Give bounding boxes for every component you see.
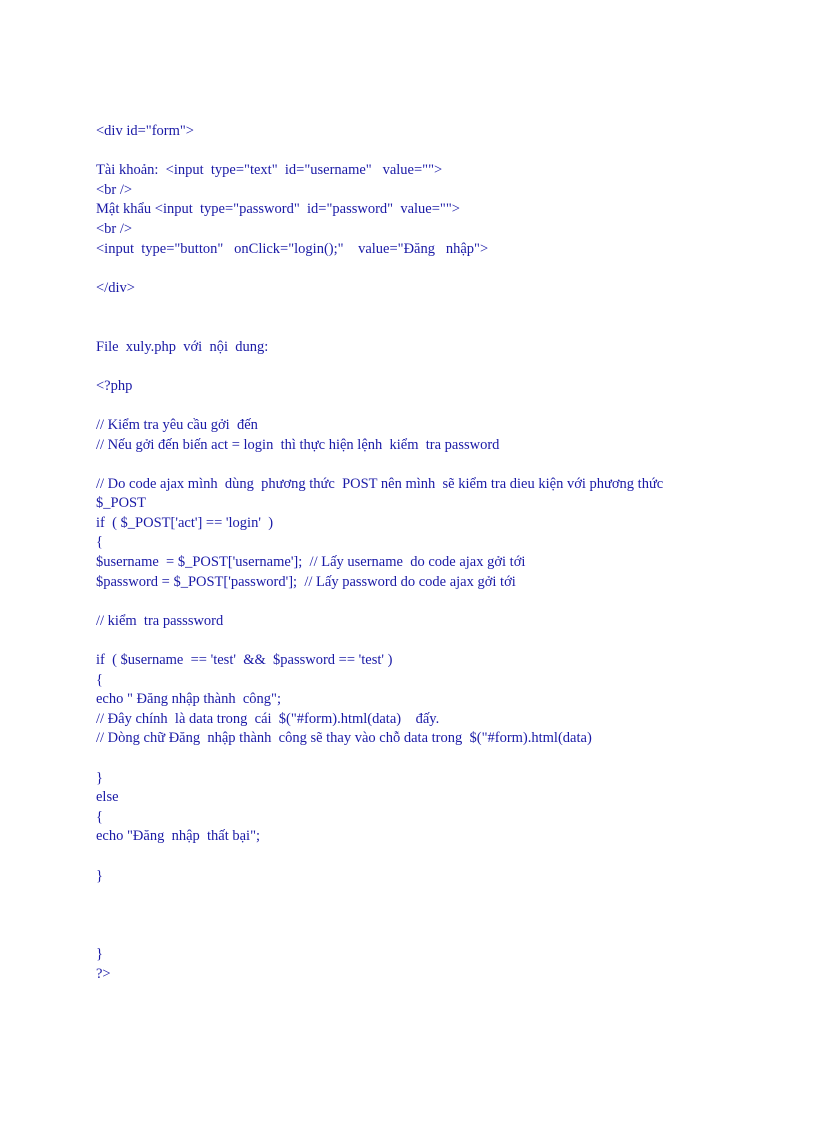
text-line: { [96, 534, 103, 551]
blank-line [96, 749, 786, 769]
text-line: $_POST [96, 495, 146, 512]
text-line: // Dòng chữ Đăng nhập thành công sẽ thay vào chỗ data trong $("#form).html(data) [96, 730, 592, 747]
blank-line [96, 318, 786, 338]
text-line: // Nếu gởi đến biến act = login thì thực hiện lệnh kiểm tra password [96, 436, 500, 453]
text-line: <br /> [96, 181, 133, 198]
text-line: <input type="button" onClick="login();" value="Đăng nhập"> [96, 240, 489, 257]
blank-line [96, 259, 786, 279]
blank-line [96, 631, 786, 651]
text-line: if ( $username == 'test' && $password == 'test' ) [96, 652, 393, 669]
text-line: <?php [96, 377, 133, 394]
text-line: // Đây chính là data trong cái $("#form).html(data) đấy. [96, 710, 440, 727]
text-line: echo " Đăng nhập thành công"; [96, 691, 281, 708]
blank-line [96, 455, 786, 475]
text-line: // Do code ajax mình dùng phương thức POST nên mình sẽ kiểm tra dieu kiện với phương thức [96, 475, 664, 492]
blank-line [96, 886, 786, 906]
text-line: Tài khoản: <input type="text" id="username" value=""> [96, 162, 443, 179]
text-line: <br /> [96, 220, 133, 237]
blank-line [96, 298, 786, 318]
text-line: if ( $_POST['act'] == 'login' ) [96, 514, 274, 531]
blank-line [96, 925, 786, 945]
text-line: { [96, 808, 103, 825]
text-line: <div id="form"> [96, 123, 194, 139]
text-line: </div> [96, 279, 135, 296]
text-line: File xuly.php với nội dung: [96, 338, 269, 355]
text-line: } [96, 769, 103, 786]
text-line: } [96, 867, 103, 884]
text-line: $username = $_POST['username']; // Lấy username do code ajax gởi tới [96, 554, 526, 571]
blank-line [96, 357, 786, 377]
text-line: echo "Đăng nhập thất bại"; [96, 828, 261, 845]
blank-line [96, 142, 786, 162]
blank-line [96, 592, 786, 612]
text-line: // kiểm tra passsword [96, 612, 224, 629]
text-line: ?> [96, 965, 111, 982]
text-line: { [96, 671, 103, 688]
text-line: Mật khẩu <input type="password" id="password" value=""> [96, 201, 460, 218]
blank-line [96, 396, 786, 416]
text-line: // Kiểm tra yêu cầu gởi đến [96, 416, 258, 433]
text-line: $password = $_POST['password']; // Lấy password do code ajax gởi tới [96, 573, 516, 590]
blank-line [96, 906, 786, 926]
text-line: else [96, 789, 119, 806]
blank-line [96, 847, 786, 867]
text-line: } [96, 945, 103, 962]
document-body [96, 122, 786, 984]
